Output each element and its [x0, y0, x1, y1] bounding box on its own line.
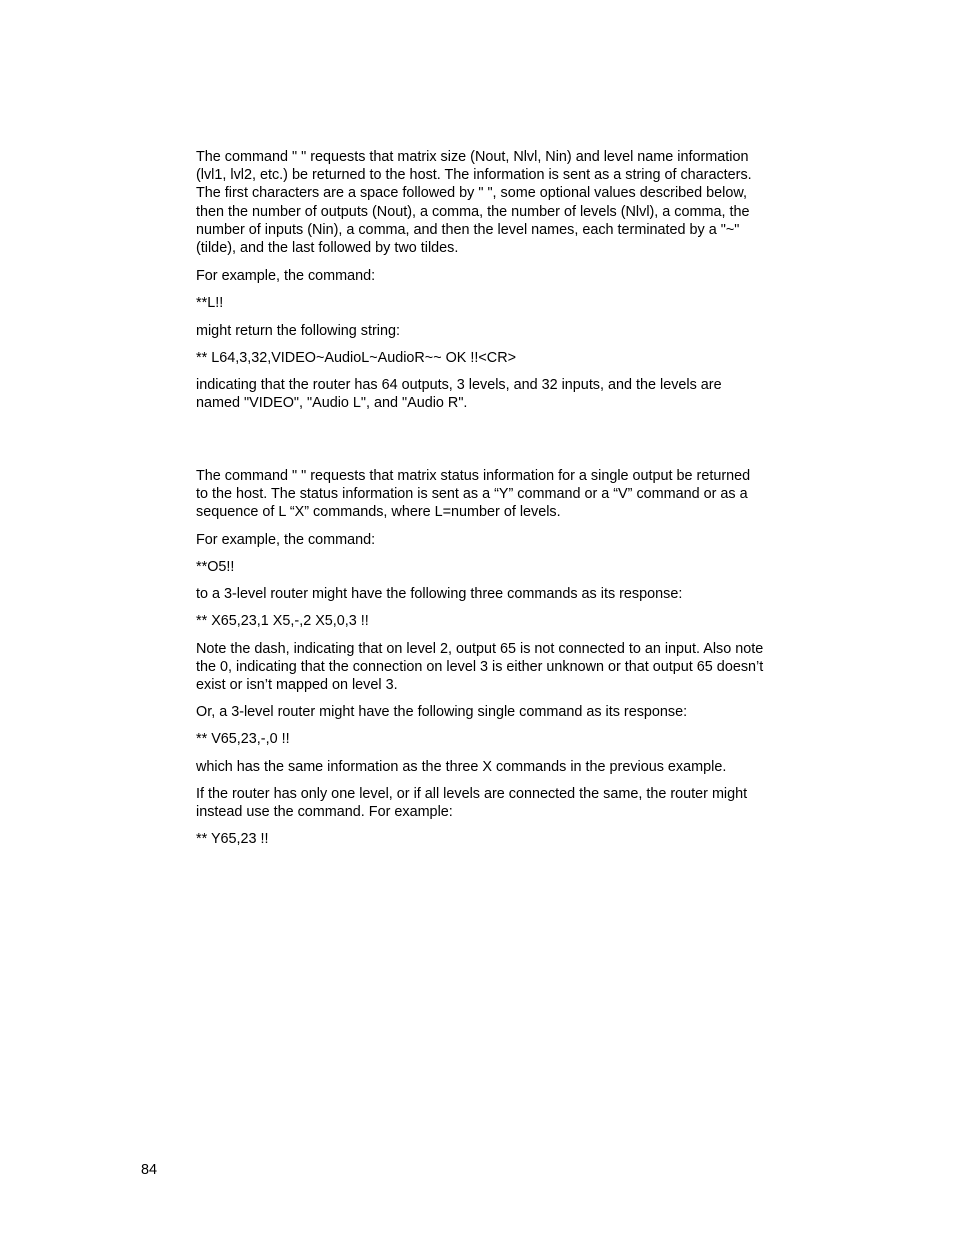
output-status-intro: The command " " requests that matrix status information for a single output be returned to the host. The status information is sent as a “Y” command or a “V” command or as a sequence of L “X” commands, where L=number of levels. [196, 468, 751, 521]
page-number: 84 [141, 1162, 158, 1178]
response-v-command: ** V65,23,-,0 !! [196, 731, 290, 747]
example-intro: For example, the command: [196, 532, 376, 548]
response-intro: to a 3-level router might have the following three commands as its response: [196, 586, 683, 602]
single-command-intro: Or, a 3-level router might have the following single command as its response: [196, 704, 688, 720]
one-level-note: If the router has only one level, or if all levels are connected the same, the router might instead use the command. For example: [196, 786, 748, 821]
return-explanation: indicating that the router has 64 outputs, 3 levels, and 32 inputs, and the levels are named "VIDEO", "Audio L", and "Audio R". [196, 377, 722, 412]
matrix-size-intro: The command " " requests that matrix size (Nout, Nlvl, Nin) and level name information (lvl1, lvl2, etc.) be returned to the host. The information is sent as a string of characters. The first characters are a space followed by " ", some optional values described below, then the number of outputs (Nout), a comma, the number of levels (Nlvl), a comma, the number of inputs (Nin), a comma, and then the level names, each terminated by a "~" (tilde), and the last followed by two tildes. [196, 149, 752, 257]
return-intro: might return the following string: [196, 323, 400, 339]
example-command: **L!! [196, 295, 224, 311]
same-info-note: which has the same information as the three X commands in the previous example. [196, 759, 727, 775]
response-y-command: ** Y65,23 !! [196, 831, 269, 847]
response-x-commands: ** X65,23,1 X5,-,2 X5,0,3 !! [196, 613, 369, 629]
dash-note: Note the dash, indicating that on level 2, output 65 is not connected to an input. Also note the 0, indicating that the connection on level 3 is either unknown or that output 65 doesn’t exist or isn’t mapped on level 3. [196, 641, 764, 694]
example-command: **O5!! [196, 559, 235, 575]
return-string: ** L64,3,32,VIDEO~AudioL~AudioR~~ OK !!<CR> [196, 350, 516, 366]
example-intro: For example, the command: [196, 268, 376, 284]
